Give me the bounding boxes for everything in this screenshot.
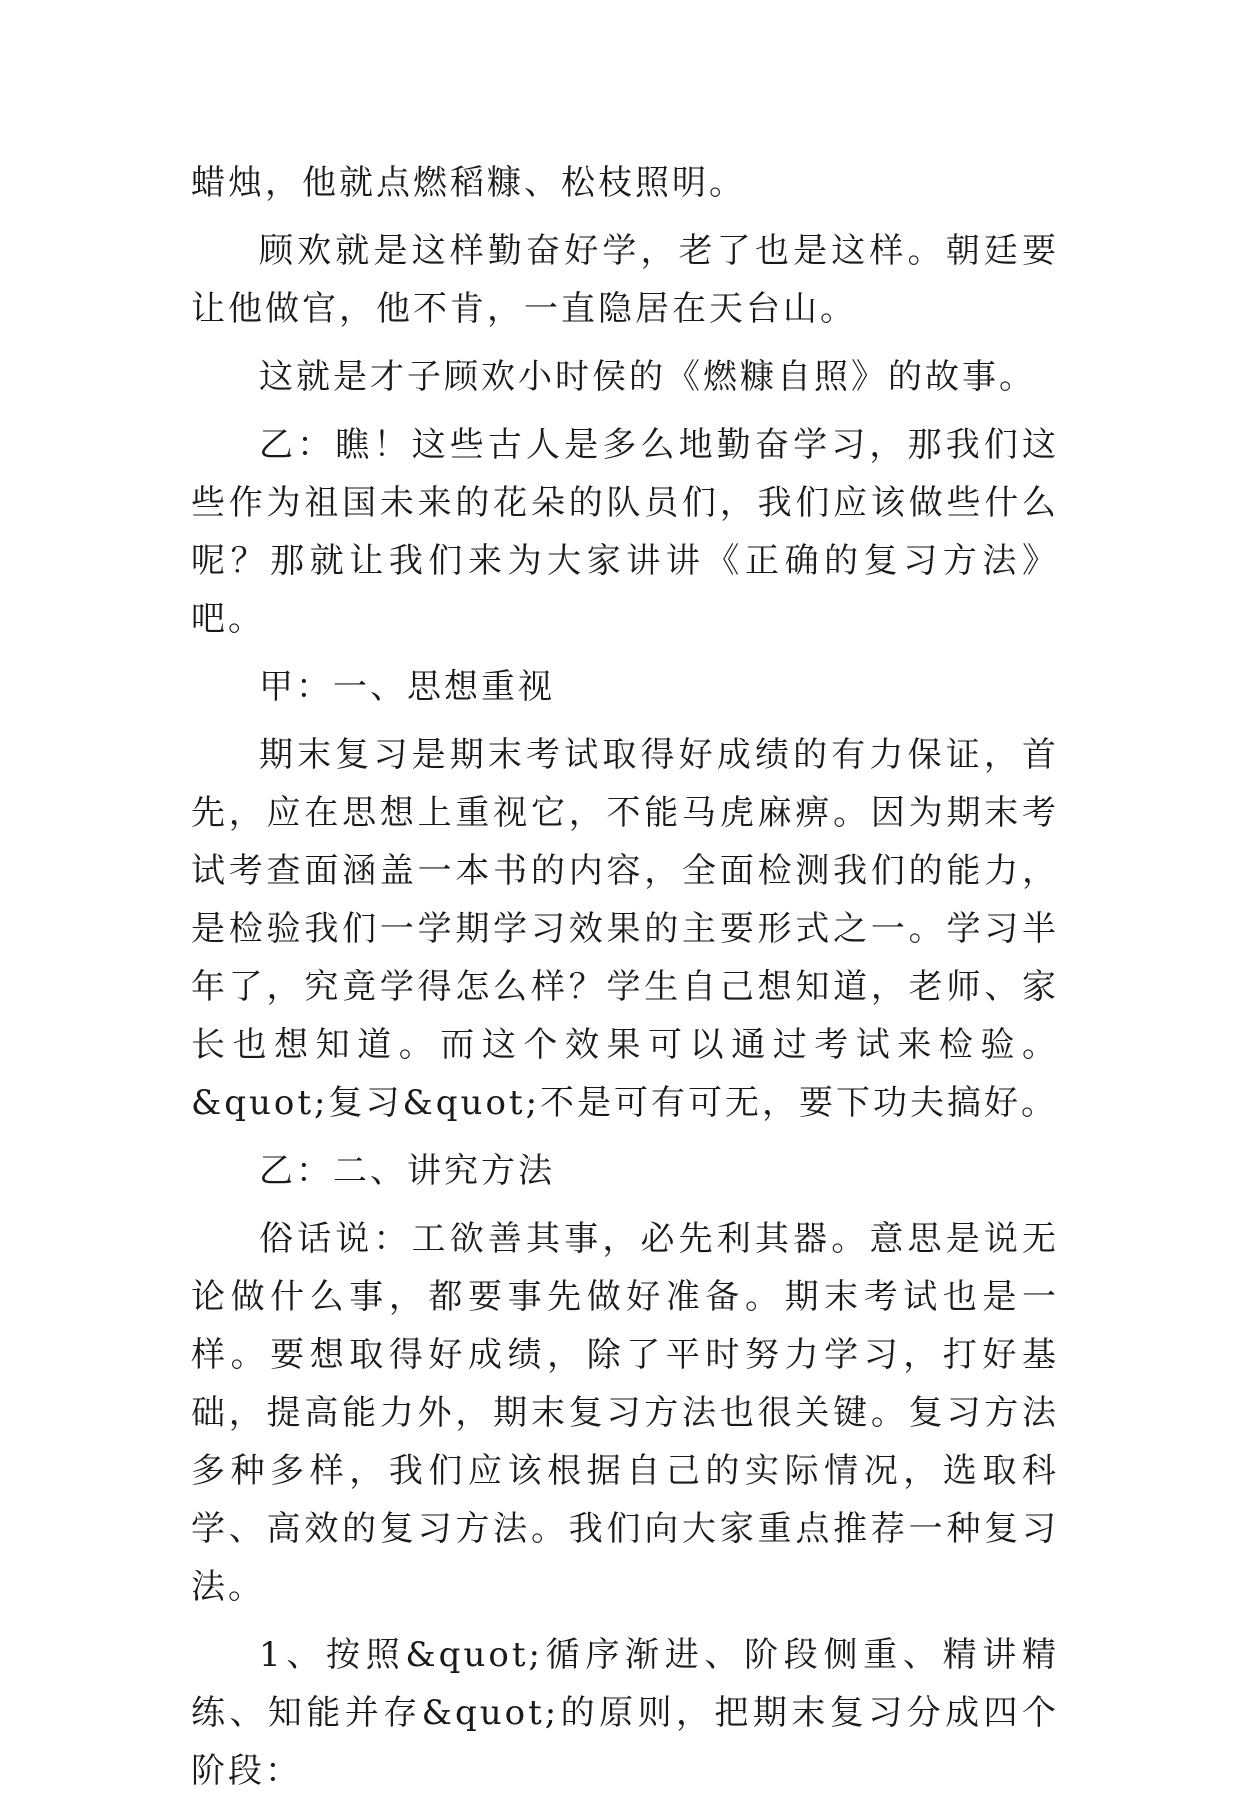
paragraph-5: 期末复习是期末考试取得好成绩的有力保证，首先，应在思想上重视它，不能马虎麻痹。因为期末考试考查面涵盖一本书的内容，全面检测我们的能力，是检验我们一学期学习效果的主要形式之一。学习半年了，究竟学得怎么样？学生自己想知道，老师、家长也想知道。而这个效果可以通过考试来检验。&quot;复习&quot;不是可有可无，要下功夫搞好。: [191, 735, 1059, 1123]
paragraph-4: 乙：瞧！这些古人是多么地勤奋学习，那我们这些作为祖国未来的花朵的队员们，我们应该做些什么呢？那就让我们来为大家讲讲《正确的复习方法》吧。: [191, 425, 1059, 639]
document-body: [191, 154, 1059, 1800]
section-heading-1: 甲：一、思想重视: [259, 667, 555, 707]
paragraph-1: 蜡烛，他就点燃稻糠、松枝照明。: [191, 163, 746, 203]
paragraph-3: 这就是才子顾欢小时侯的《燃糠自照》的故事。: [259, 357, 1036, 397]
paragraph-6: 俗话说：工欲善其事，必先利其器。意思是说无论做什么事，都要事先做好准备。期末考试也是一样。要想取得好成绩，除了平时努力学习，打好基础，提高能力外，期末复习方法也很关键。复习方法多种多样，我们应该根据自己的实际情况，选取科学、高效的复习方法。我们向大家重点推荐一种复习法。: [191, 1219, 1059, 1607]
paragraph-2: 顾欢就是这样勤奋好学，老了也是这样。朝廷要让他做官，他不肯，一直隐居在天台山。: [191, 231, 1059, 329]
section-heading-2: 乙：二、讲究方法: [259, 1151, 555, 1191]
paragraph-7: 1、按照&quot;循序渐进、阶段侧重、精讲精练、知能并存&quot;的原则，把期末复习分成四个阶段：: [191, 1635, 1059, 1791]
